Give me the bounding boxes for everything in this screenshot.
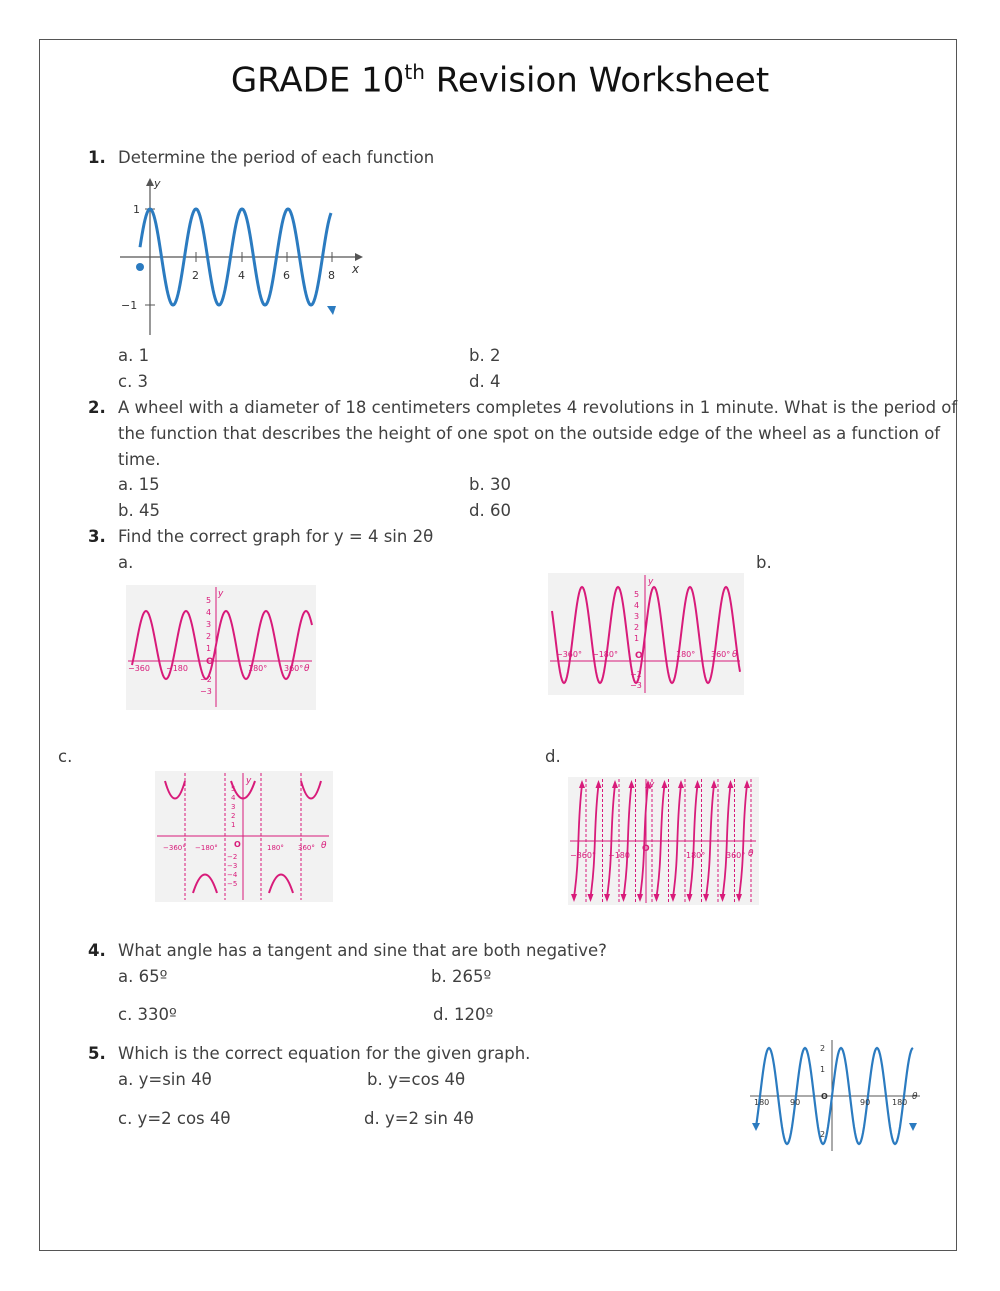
qa-ytick: 3: [206, 620, 212, 629]
q1-y-label: y: [154, 177, 161, 190]
q3-graph-a[interactable]: [126, 585, 316, 710]
q3-graph-c[interactable]: [155, 771, 333, 902]
q5-ytick: 2: [820, 1130, 826, 1139]
qb-xtick: 180°: [676, 650, 696, 659]
qd-xtick: 180°: [686, 851, 706, 860]
q3-label-c: c.: [58, 747, 73, 766]
q5-xtick: 180: [892, 1098, 908, 1107]
q2-option-a[interactable]: a. 15: [118, 475, 160, 494]
qb-origin: O: [635, 651, 643, 661]
qc-ytick: 1: [231, 821, 236, 829]
qc-ytick: 5: [231, 785, 236, 793]
qc-ytick: 4: [231, 794, 236, 802]
q5-option-c[interactable]: c. y=2 cos 4θ: [118, 1109, 231, 1128]
qa-ytick: −2: [200, 675, 212, 684]
qb-xtick: −360°: [556, 650, 582, 659]
qd-origin: O: [642, 844, 650, 854]
q3-graph-b[interactable]: [548, 573, 744, 695]
q1-number: 1.: [88, 148, 106, 167]
qd-axis: θ: [748, 849, 754, 859]
q5-axis: θ: [912, 1092, 918, 1102]
qa-ytick: −3: [200, 687, 212, 696]
q3-text: Find the correct graph for y = 4 sin 2θ: [118, 527, 434, 546]
qc-ylab: y: [246, 776, 252, 786]
qc-xtick: −180°: [195, 844, 218, 852]
qc-ytick: −4: [227, 871, 238, 879]
qb-ytick: 5: [634, 590, 640, 599]
q2-text-line: A wheel with a diameter of 18 centimeters completes 4 revolutions in 1 minute. What is the period of: [118, 398, 958, 417]
qa-xtick: 360°: [284, 664, 304, 673]
qb-axis: θ: [732, 650, 738, 660]
qb-ytick: 1: [634, 634, 640, 643]
q5-ytick: 2: [820, 1044, 826, 1053]
qd-xtick: 360°: [726, 851, 746, 860]
qa-xtick: 180°: [248, 664, 268, 673]
qc-xtick: 360°: [298, 844, 315, 852]
qa-ytick: 2: [206, 632, 212, 641]
qb-ytick: 4: [634, 601, 640, 610]
q4-option-b[interactable]: b. 265º: [431, 967, 492, 986]
q2-option-c[interactable]: b. 45: [118, 501, 160, 520]
qb-ytick: 3: [634, 612, 640, 621]
q5-xtick: 90: [860, 1098, 871, 1107]
q5-text: Which is the correct equation for the given graph.: [118, 1044, 531, 1063]
qa-xtick: −360: [128, 664, 150, 673]
qc-ytick: 2: [231, 812, 236, 820]
q1-option-b[interactable]: b. 2: [469, 346, 501, 365]
q3-graph-d[interactable]: [568, 777, 759, 905]
q5-graph: [748, 1038, 923, 1153]
q1-ytick: 1: [133, 203, 140, 216]
qc-origin: O: [234, 840, 241, 849]
q3-label-d: d.: [545, 747, 561, 766]
q1-ytick: −1: [121, 299, 138, 312]
q4-text: What angle has a tangent and sine that are both negative?: [118, 941, 607, 960]
qb-ylab: y: [648, 577, 654, 587]
q4-option-c[interactable]: c. 330º: [118, 1005, 177, 1024]
q1-xtick: 2: [192, 269, 199, 282]
qc-ytick: 3: [231, 803, 236, 811]
qa-origin: O: [206, 657, 214, 667]
qb-xtick: −180°: [592, 650, 618, 659]
page-title: GRADE 10th Revision Worksheet: [230, 60, 770, 101]
qc-ytick: −2: [227, 853, 238, 861]
qd-xtick: −360°: [570, 851, 596, 860]
q1-option-c[interactable]: c. 3: [118, 372, 149, 391]
qb-ytick: −3: [630, 681, 642, 690]
qc-axis: θ: [321, 841, 327, 851]
q5-number: 5.: [88, 1044, 106, 1063]
qa-ytick: 1: [206, 644, 212, 653]
qb-xtick: 360°: [711, 650, 731, 659]
qc-xtick: 180°: [267, 844, 284, 852]
q5-origin: O: [821, 1092, 828, 1101]
q2-text-line: the function that describes the height of one spot on the outside edge of the wheel as a function of: [118, 424, 941, 443]
q3-label-a: a.: [118, 553, 134, 572]
q5-xtick: 180: [754, 1098, 770, 1107]
q5-ytick: 1: [820, 1065, 826, 1074]
q3-label-b: b.: [756, 553, 772, 572]
qa-xtick: −180: [166, 664, 188, 673]
q1-xtick: 6: [283, 269, 290, 282]
qd-ylab: y: [649, 780, 655, 790]
qa-ytick: 4: [206, 608, 212, 617]
q1-text: Determine the period of each function: [118, 148, 435, 167]
q1-option-d[interactable]: d. 4: [469, 372, 501, 391]
qa-axis: θ: [304, 664, 310, 674]
qc-xtick: −360°: [163, 844, 186, 852]
q3-number: 3.: [88, 527, 106, 546]
qc-ytick: −3: [227, 862, 238, 870]
q2-text-line: time.: [118, 450, 161, 469]
q4-number: 4.: [88, 941, 106, 960]
q1-xtick: 8: [328, 269, 335, 282]
q2-option-d[interactable]: d. 60: [469, 501, 511, 520]
q4-option-a[interactable]: a. 65º: [118, 967, 168, 986]
qa-ylab: y: [218, 589, 224, 599]
q1-xtick: 4: [238, 269, 245, 282]
q5-option-a[interactable]: a. y=sin 4θ: [118, 1070, 212, 1089]
q1-x-label: x: [352, 262, 360, 276]
q5-xtick: 90: [790, 1098, 801, 1107]
qd-xtick: −180: [608, 851, 630, 860]
q1-graph: [115, 175, 375, 340]
qb-ytick: −2: [630, 670, 642, 679]
qa-ytick: 5: [206, 596, 212, 605]
q2-option-b[interactable]: b. 30: [469, 475, 511, 494]
q5-option-d[interactable]: d. y=2 sin 4θ: [364, 1109, 474, 1128]
q2-number: 2.: [88, 398, 106, 417]
qc-ytick: −5: [227, 880, 238, 888]
q4-option-d[interactable]: d. 120º: [433, 1005, 494, 1024]
q1-option-a[interactable]: a. 1: [118, 346, 150, 365]
qb-ytick: 2: [634, 623, 640, 632]
q5-option-b[interactable]: b. y=cos 4θ: [367, 1070, 466, 1089]
